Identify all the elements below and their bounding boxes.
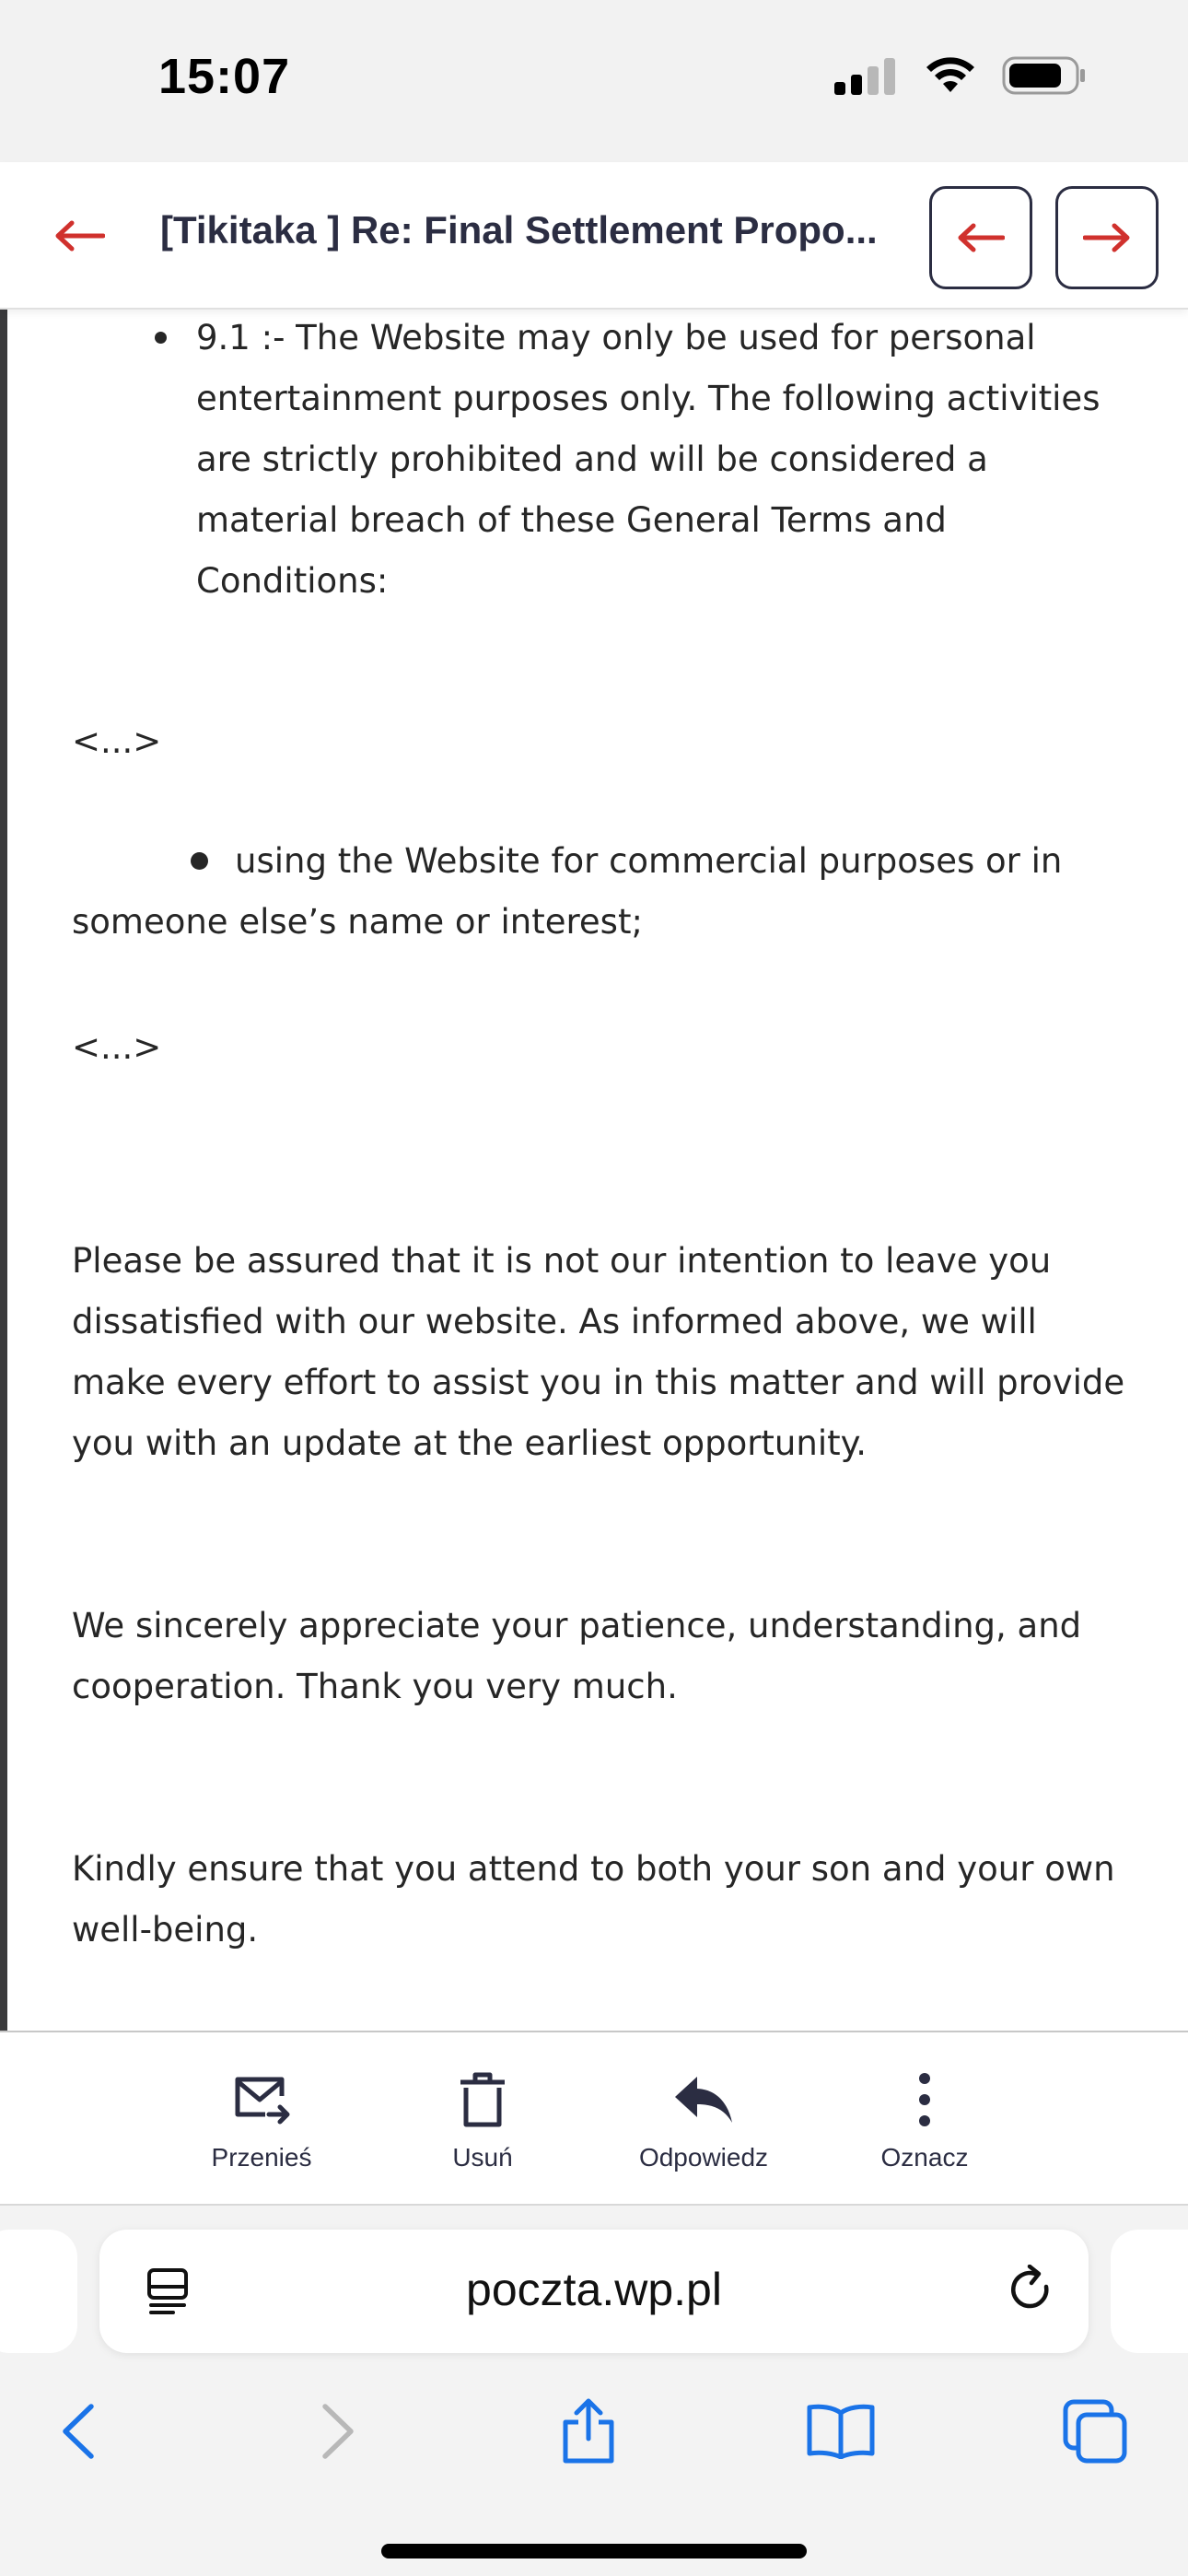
- bookmarks-button[interactable]: [799, 2390, 882, 2473]
- text-line: Please be assured that it is not our intention to leave you: [72, 1241, 1052, 1281]
- arrow-left-icon: [53, 219, 105, 252]
- mail-subject: [Tikitaka ] Re: Final Settlement Propo...: [160, 208, 878, 252]
- arrow-right-icon: [1083, 222, 1131, 253]
- cellular-signal-icon: [833, 56, 899, 95]
- text-line: cooperation. Thank you very much.: [72, 1667, 678, 1706]
- ellipsis-marker: <...>: [72, 1027, 162, 1067]
- chevron-left-icon: [60, 2403, 97, 2460]
- more-vertical-icon: [892, 2067, 957, 2132]
- reload-icon[interactable]: [1007, 2265, 1055, 2321]
- text-line: We sincerely appreciate your patience, understanding, and: [72, 1606, 1082, 1645]
- battery-icon: [1002, 55, 1087, 96]
- previous-message-button[interactable]: [929, 186, 1032, 289]
- move-mail-icon: [229, 2067, 294, 2132]
- tabs-button[interactable]: [1054, 2390, 1136, 2473]
- paragraph-appreciation: [72, 1596, 1081, 1717]
- tabs-icon: [1062, 2398, 1128, 2465]
- text-line: are strictly prohibited and will be considered a: [196, 439, 988, 479]
- status-bar: [0, 0, 1188, 162]
- browser-chrome: [0, 2206, 1188, 2576]
- browser-back-button[interactable]: [37, 2390, 120, 2473]
- bullet-dot: [191, 852, 208, 870]
- action-label: Przenieś: [211, 2143, 312, 2172]
- text-line: Conditions:: [196, 561, 389, 601]
- trash-icon: [450, 2067, 515, 2132]
- bullet-text-continued: someone else’s name or interest;: [72, 902, 643, 942]
- wifi-icon: [923, 55, 978, 96]
- text-line: dissatisfied with our website. As informed above, we will: [72, 1302, 1037, 1341]
- ellipsis-marker: <...>: [72, 721, 162, 761]
- share-button[interactable]: [547, 2390, 630, 2473]
- status-time: 15:07: [158, 49, 291, 104]
- action-label: Oznacz: [880, 2143, 969, 2172]
- text-line: 9.1 :- The Website may only be used for personal: [196, 318, 1036, 357]
- home-indicator[interactable]: [381, 2544, 807, 2558]
- move-button[interactable]: [179, 2067, 344, 2172]
- bullet-dot: [155, 332, 167, 344]
- paragraph-wellbeing: [72, 1839, 1115, 1961]
- book-icon: [806, 2404, 876, 2459]
- next-tab-preview[interactable]: [1111, 2230, 1188, 2353]
- back-button[interactable]: [48, 205, 111, 267]
- text-line: make every effort to assist you in this matter and will provide: [72, 1363, 1125, 1402]
- share-icon: [560, 2398, 617, 2465]
- chevron-right-icon: [320, 2403, 356, 2460]
- status-icons: [833, 55, 1087, 96]
- clause-9-1: [196, 310, 1100, 612]
- delete-button[interactable]: [400, 2067, 565, 2172]
- mail-header: [0, 162, 1188, 310]
- mark-button[interactable]: [842, 2067, 1007, 2172]
- text-line: material breach of these General Terms and: [196, 500, 947, 540]
- browser-forward-button[interactable]: [297, 2390, 379, 2473]
- action-label: Odpowiedz: [638, 2143, 769, 2172]
- mail-action-bar: [0, 2031, 1188, 2206]
- address-bar[interactable]: [99, 2230, 1089, 2353]
- paragraph-assurance: [72, 1231, 1124, 1474]
- text-line: you with an update at the earliest opportunity.: [72, 1423, 867, 1463]
- reply-button[interactable]: [621, 2067, 786, 2172]
- action-label: Usuń: [452, 2143, 513, 2172]
- text-line: entertainment purposes only. The following activities: [196, 379, 1101, 418]
- text-line: Kindly ensure that you attend to both your son and your own: [72, 1849, 1115, 1889]
- next-message-button[interactable]: [1055, 186, 1159, 289]
- quote-bar: [0, 310, 7, 2031]
- message-body: [0, 310, 1188, 2031]
- browser-toolbar: [0, 2381, 1188, 2500]
- bullet-text: using the Website for commercial purposes or in: [235, 841, 1063, 881]
- url-text: poczta.wp.pl: [466, 2264, 722, 2315]
- reply-icon: [671, 2067, 736, 2132]
- arrow-left-icon: [957, 222, 1005, 253]
- text-line: well-being.: [72, 1910, 259, 1950]
- previous-tab-preview[interactable]: [0, 2230, 77, 2353]
